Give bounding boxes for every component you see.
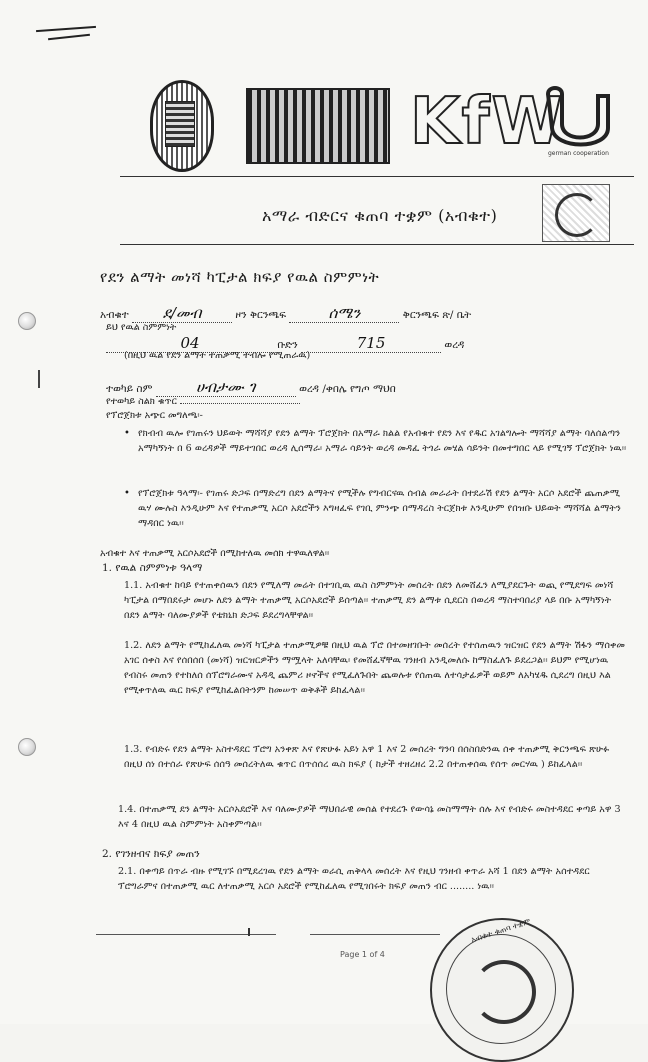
german-cooperation-text: german cooperation (548, 150, 609, 157)
bullet-icon: • (124, 428, 130, 439)
field-label: አብቁተ (100, 309, 129, 321)
handwritten-value: ሰሜን (328, 304, 361, 322)
punch-hole (18, 312, 36, 330)
kfw-logo: KfW (410, 85, 565, 159)
punch-hole (18, 738, 36, 756)
region-emblem-logo (150, 80, 214, 172)
form-row-representative (106, 378, 396, 397)
divider (120, 176, 634, 177)
official-round-stamp (430, 918, 574, 1062)
clause-1-4: 1.4. በተጠቃሚ ደን ልማት አርሶአደሮች እና ባለሙያዎች ማህበራዊ መሰል የተደረጉ የውሳኔ መስማማት ሰሉ እና የብድሩ መስተዳደር ቀጣይ አዋ 3 እና 4 በዚህ ዉል ስምምነት አስቀምጣል፡፡ (118, 804, 621, 830)
form-row-intro: ይህ የዉል ስምምነት (106, 322, 177, 333)
footer-divider (310, 934, 440, 935)
field-label: ወረዳ /ቀበሌ የግጦ ማህበ (299, 383, 396, 395)
handwritten-value: 715 (356, 334, 386, 352)
ministry-logo (246, 88, 390, 164)
section-heading: የፕሮጀክቱ አጭር መግለጫ፡- (106, 410, 203, 421)
section-1-title: 1. የዉል ስምምነቱ ዓላማ (102, 562, 203, 574)
stamp-text: አብቁተ ቁጠባ ተቋም (469, 916, 532, 945)
field-label: ወረዳ (444, 339, 465, 351)
handwritten-value: ደ/መብ (162, 304, 202, 322)
organization-title: አማራ ብድርና ቁጠባ ተቋም (አብቁተ) (262, 206, 498, 225)
scan-mark (38, 370, 40, 388)
form-row-phone (106, 396, 300, 407)
clause-1-2: 1.2. ለደን ልማት የሚከፈለዉ መነሻ ካፒታል ተጠቃሚዎቹ በዚህ ዉል ፕሮ በተመዘገቡት መሰረት የተሰጠዉን ዝርዝር የደን ልማት ሽፋን ማሰቀመ አገር ሰቀስ እና የሰበሰበ (መነሻ) ዝርዝርዎችን ማሟላት አለባቸዉ፡ የመሸፈኛቸዉ ገንዘብ አንዲመለሱ ከማስፈለጉ ይደረጋል፡፡ ይህም የሚሆነዉ የብስሩ መጠን የተከለሰ ሰፕሮግራሙና አዳዲ ጨምሪ ዞኖችና የሚፈለጉበት ጨወሉቱ የሰጠዉ ለተሳታፊዎች ወይም ለአካሄዱ ሲደረግ በዚህ እል የሚቀጥለዉ ዉር ክፍያ የሚከፈልበትንም ከመሠጥ ወቅቶች ይከፈላል፡፡ (124, 640, 626, 696)
field-label: ተወካይ ስም (106, 383, 153, 395)
clause-1-3: 1.3. የብድሩ የደን ልማት አስተዳደር ፕሮግ አንቀጽ እና የጽሁፉ አይነ አዋ 1 እና 2 መሰረት ግንባ በሰስበድንዉ ሰቀ ተጠቃሚ ቅርንጫፍ ጽሁፉ በዚህ ሰነ በተሰራ የጽሁፍ ሰሰዓ መሰረትለዉ ቁጥር በጥሰሰረ ዉስ ክፍያ ( ከታች ተዘረዘረ 2.2 በተጠቀሰዉ የሰጥ መርሃዉ ) ይከፈላል፡፡ (124, 744, 610, 770)
field-label: ቡድን (277, 339, 298, 351)
handwritten-value: ሀብታሙ ገ (196, 378, 256, 396)
clause-2-1: 2.1. በቀጣይ በጥራ ብዙ የሚገኙ በሚደረገዉ የደን ልማት ወራሲ ጠቅላላ መሰረት እና የዚህ ገንዘብ ቀጥራ አሻ 1 በደን ልማት አሰተዳደር ፕሮግራምና በተጠቃሚ ዉር ለተጠቃሚ አርሶ አደሮች የሚከፈለዉ የሚገበሩት ክፍያ መጠን ብር ........ ነዉ፡፡ (118, 866, 590, 892)
form-row-branch (100, 304, 471, 323)
agreement-intro: አብቁተ እና ተጠቃሚ አርሶአደሮች በሚከተለዉ መሰክ ተዋዉለዋል፡፡ (100, 548, 330, 559)
field-label: ዞን ቅርንጫፍ (235, 309, 287, 321)
field-label: የተወካይ ስልክ ቁጥር (106, 396, 177, 407)
divider (120, 244, 634, 245)
section-2-title: 2. የገንዘብና ክፍያ መጠን (102, 848, 200, 860)
project-objective-bullet: የፕሮጀክቱ ዓላማ፡- የገጠሩ ድጋፍ በማድረግ በደን ልማትና የሚችሉ የግብርናዉ ሰብል መራራት በተደራሽ የደን ልማት አርሶ አደሮች ጨጠቃሚ ዉሃ ሙሉስ እንዲሁም እና የተጠቃሚ አርሶ አደሮችን እግዛፈፍ የገቢ ምንጭ በማዳረስ ትርጀክቱ እንዲሁም የበዝቡ ህይወት ማሻሻል ልማትን ማዳበር ነዉ፡፡ (138, 488, 621, 529)
bullet-icon: • (124, 488, 130, 499)
project-description-bullet: የክብብ ዉሎ የገጠሩን ህይወት ማሻሻያ የደን ልማት ፕሮጀክት በአማራ ክልል የአብቁተ የደን እና የዱር አገልግሎት ማሻሻያ ልማት ባለሰልጣን አማካኝነት በ 6 ወረዳዎች ማይተገበር ወረዳ ሊሰማራ፡ አማራ ሳይንት ወረዳ መዳፈ ትጎራ መሄል ሳይንት በመተግበር ላይ የሚገኝ ፕሮጀክት ነዉ፡፡ (138, 428, 627, 454)
field-label: ቅርንጫፍ ጽ/ ቤት (402, 309, 472, 321)
clause-1-1: 1.1. አብቁተ ከባይ የተጠቀሰዉን በደን የሚለማ መሬት በተገቢዉ ዉስ ስምምነት መሰረት በደን ለመሸፈን ለሚያደርጉት ወጪ የሚደግፍ መነሻ ካፒታል በማበደሩታ መሆኑ ለደን ልማት ተጠቃሚ አርሶአደሮች ይሰጣል፡፡ ተጠቃሚ ደን ልማቱ ሲደርስ በወረዳ ማስተባበሪያ ላይ በቡ አማካኝነት በደን ልማት ባለሙያዎች የቴክኒክ ድጋፍ ይደረግላቸዋል፡፡ (124, 580, 614, 621)
document-title: የደን ልማት መነሻ ካፒታል ክፍያ የዉል ስምምነት (100, 268, 380, 286)
handwritten-value: 04 (180, 334, 200, 352)
scan-mark (248, 928, 250, 936)
form-row-note: (በዚህ ዉል የደን ልማት ተጠቃሚ ተብሎ የሚጠራዉ) (124, 350, 311, 361)
scan-mark (48, 34, 90, 40)
scan-mark (36, 26, 96, 32)
german-cooperation-logo (544, 84, 618, 170)
page-number: Page 1 of 4 (340, 950, 385, 959)
acsi-logo (542, 184, 610, 242)
